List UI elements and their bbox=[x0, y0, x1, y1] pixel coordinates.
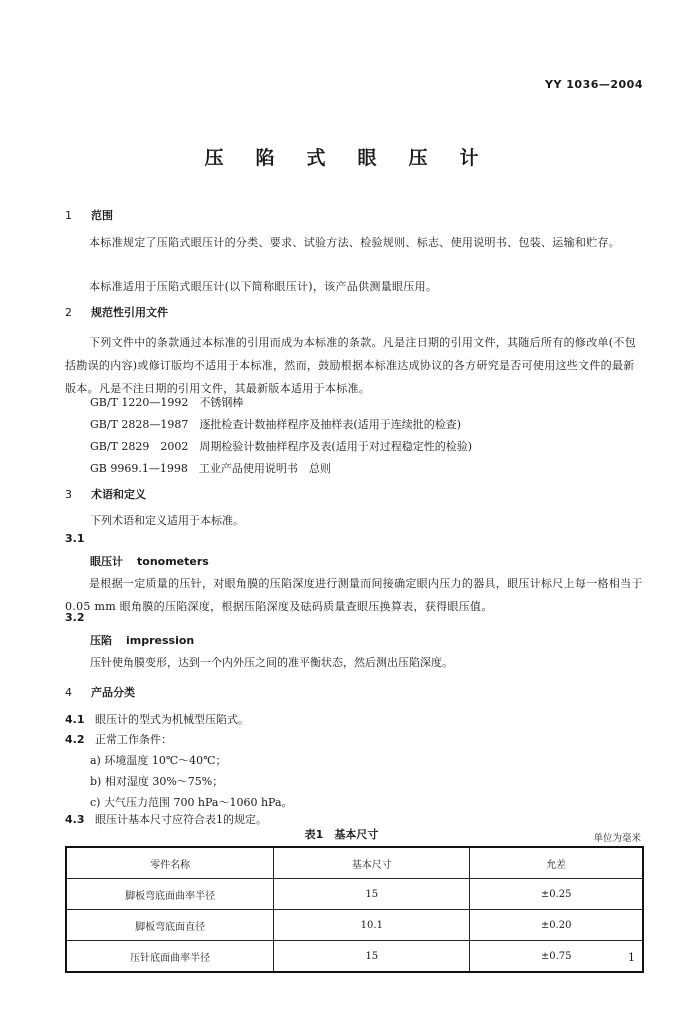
table-row bbox=[66, 879, 643, 910]
table-caption: 表1 基本尺寸 bbox=[304, 828, 379, 841]
table-header-cell: 允差 bbox=[470, 847, 643, 879]
section-title: 范围 bbox=[91, 209, 113, 222]
clause-text: 眼压计基本尺寸应符合表1的规定。 bbox=[95, 813, 267, 826]
term-3-1-definition: 是根据一定质量的压针，对眼角膜的压陷深度进行测量而间接确定眼内压力的器具，眼压计标尺上每一格相当于 0.05 mm 眼角膜的压陷深度，根据压陷深度及砝码质量查眼压换算表，获得眼压值。 bbox=[65, 577, 643, 613]
clause-text: 正常工作条件： bbox=[95, 733, 172, 746]
section-number: 2 bbox=[65, 306, 72, 319]
table-cell: 脚板弯底面曲率半径 bbox=[66, 879, 274, 910]
clause-number: 4.1 bbox=[65, 713, 85, 726]
table-header-cell: 基本尺寸 bbox=[274, 847, 470, 879]
term-3-2-definition: 压针使角膜变形，达到一个内外压之间的准平衡状态，然后测出压陷深度。 bbox=[90, 656, 453, 669]
section-3-heading bbox=[65, 486, 146, 502]
term-3-1-number: 3.1 bbox=[65, 532, 85, 545]
document-title: 压陷式眼压计 bbox=[204, 147, 511, 169]
section-number: 4 bbox=[65, 686, 72, 699]
table-header-row bbox=[66, 847, 643, 879]
table-cell: 压针底面曲率半径 bbox=[66, 941, 274, 973]
table-cell: ±0.75 bbox=[470, 941, 643, 973]
clause-text: 眼压计的型式为机械型压陷式。 bbox=[95, 713, 249, 726]
term-english: impression bbox=[126, 634, 195, 647]
term-chinese: 压陷 bbox=[90, 634, 112, 647]
table-row bbox=[66, 910, 643, 941]
standard-code: YY 1036—2004 bbox=[545, 78, 643, 91]
table-row bbox=[66, 941, 643, 973]
term-3-1 bbox=[90, 553, 209, 569]
section-number: 3 bbox=[65, 488, 72, 501]
dimensions-table bbox=[65, 846, 644, 973]
reference-item: GB/T 2829 2002 周期检验计数抽样程序及表(适用于对过程稳定性的检验) bbox=[90, 440, 472, 453]
table-unit: 单位为毫米 bbox=[593, 833, 641, 844]
table-header-cell: 零件名称 bbox=[66, 847, 274, 879]
section-1-heading bbox=[65, 207, 113, 223]
section-2-paragraph: 下列文件中的条款通过本标准的引用而成为本标准的条款。凡是注日期的引用文件，其随后所有的修改单(不包括勘误的内容)或修订版均不适用于本标准，然而，鼓励根据本标准达成协议的各方研究是否可使用这些文件的最新版本。凡是不注日期的引用文件，其最新版本适用于本标准。 bbox=[65, 336, 636, 395]
term-chinese: 眼压计 bbox=[90, 555, 123, 568]
reference-item: GB/T 1220—1992 不锈钢棒 bbox=[90, 396, 244, 409]
page-number: 1 bbox=[628, 951, 635, 964]
section-3-paragraph: 下列术语和定义适用于本标准。 bbox=[90, 514, 244, 527]
table-cell: ±0.25 bbox=[470, 879, 643, 910]
section-4-heading bbox=[65, 684, 135, 700]
table-cell: 10.1 bbox=[274, 910, 470, 941]
clause-4-2 bbox=[65, 731, 172, 747]
term-3-2 bbox=[90, 632, 194, 648]
table-cell: 15 bbox=[274, 941, 470, 973]
clause-4-1 bbox=[65, 711, 249, 727]
clause-number: 4.2 bbox=[65, 733, 85, 746]
section-1-paragraph-2: 本标准适用于压陷式眼压计(以下简称眼压计)，该产品供测量眼压用。 bbox=[89, 280, 438, 293]
reference-item: GB 9969.1—1998 工业产品使用说明书 总则 bbox=[90, 462, 331, 475]
condition-item: a) 环境温度 10℃～40℃； bbox=[90, 754, 227, 767]
condition-item: b) 相对湿度 30%～75%； bbox=[90, 775, 224, 788]
clause-number: 4.3 bbox=[65, 813, 85, 826]
clause-4-3 bbox=[65, 811, 267, 827]
table-cell: 脚板弯底面直径 bbox=[66, 910, 274, 941]
section-title: 术语和定义 bbox=[91, 488, 146, 501]
reference-item: GB/T 2828—1987 逐批检查计数抽样程序及抽样表(适用于连续批的检查) bbox=[90, 418, 461, 431]
section-1-paragraph-1: 本标准规定了压陷式眼压计的分类、要求、试验方法、检验规则、标志、使用说明书、包装、运输和贮存。 bbox=[89, 236, 621, 249]
term-english: tonometers bbox=[137, 555, 209, 568]
condition-item: c) 大气压力范围 700 hPa～1060 hPa。 bbox=[90, 796, 293, 809]
section-title: 产品分类 bbox=[91, 686, 135, 699]
section-title: 规范性引用文件 bbox=[91, 306, 168, 319]
table-cell: ±0.20 bbox=[470, 910, 643, 941]
table-cell: 15 bbox=[274, 879, 470, 910]
term-3-2-number: 3.2 bbox=[65, 611, 85, 624]
section-number: 1 bbox=[65, 209, 72, 222]
section-2-heading bbox=[65, 304, 168, 320]
